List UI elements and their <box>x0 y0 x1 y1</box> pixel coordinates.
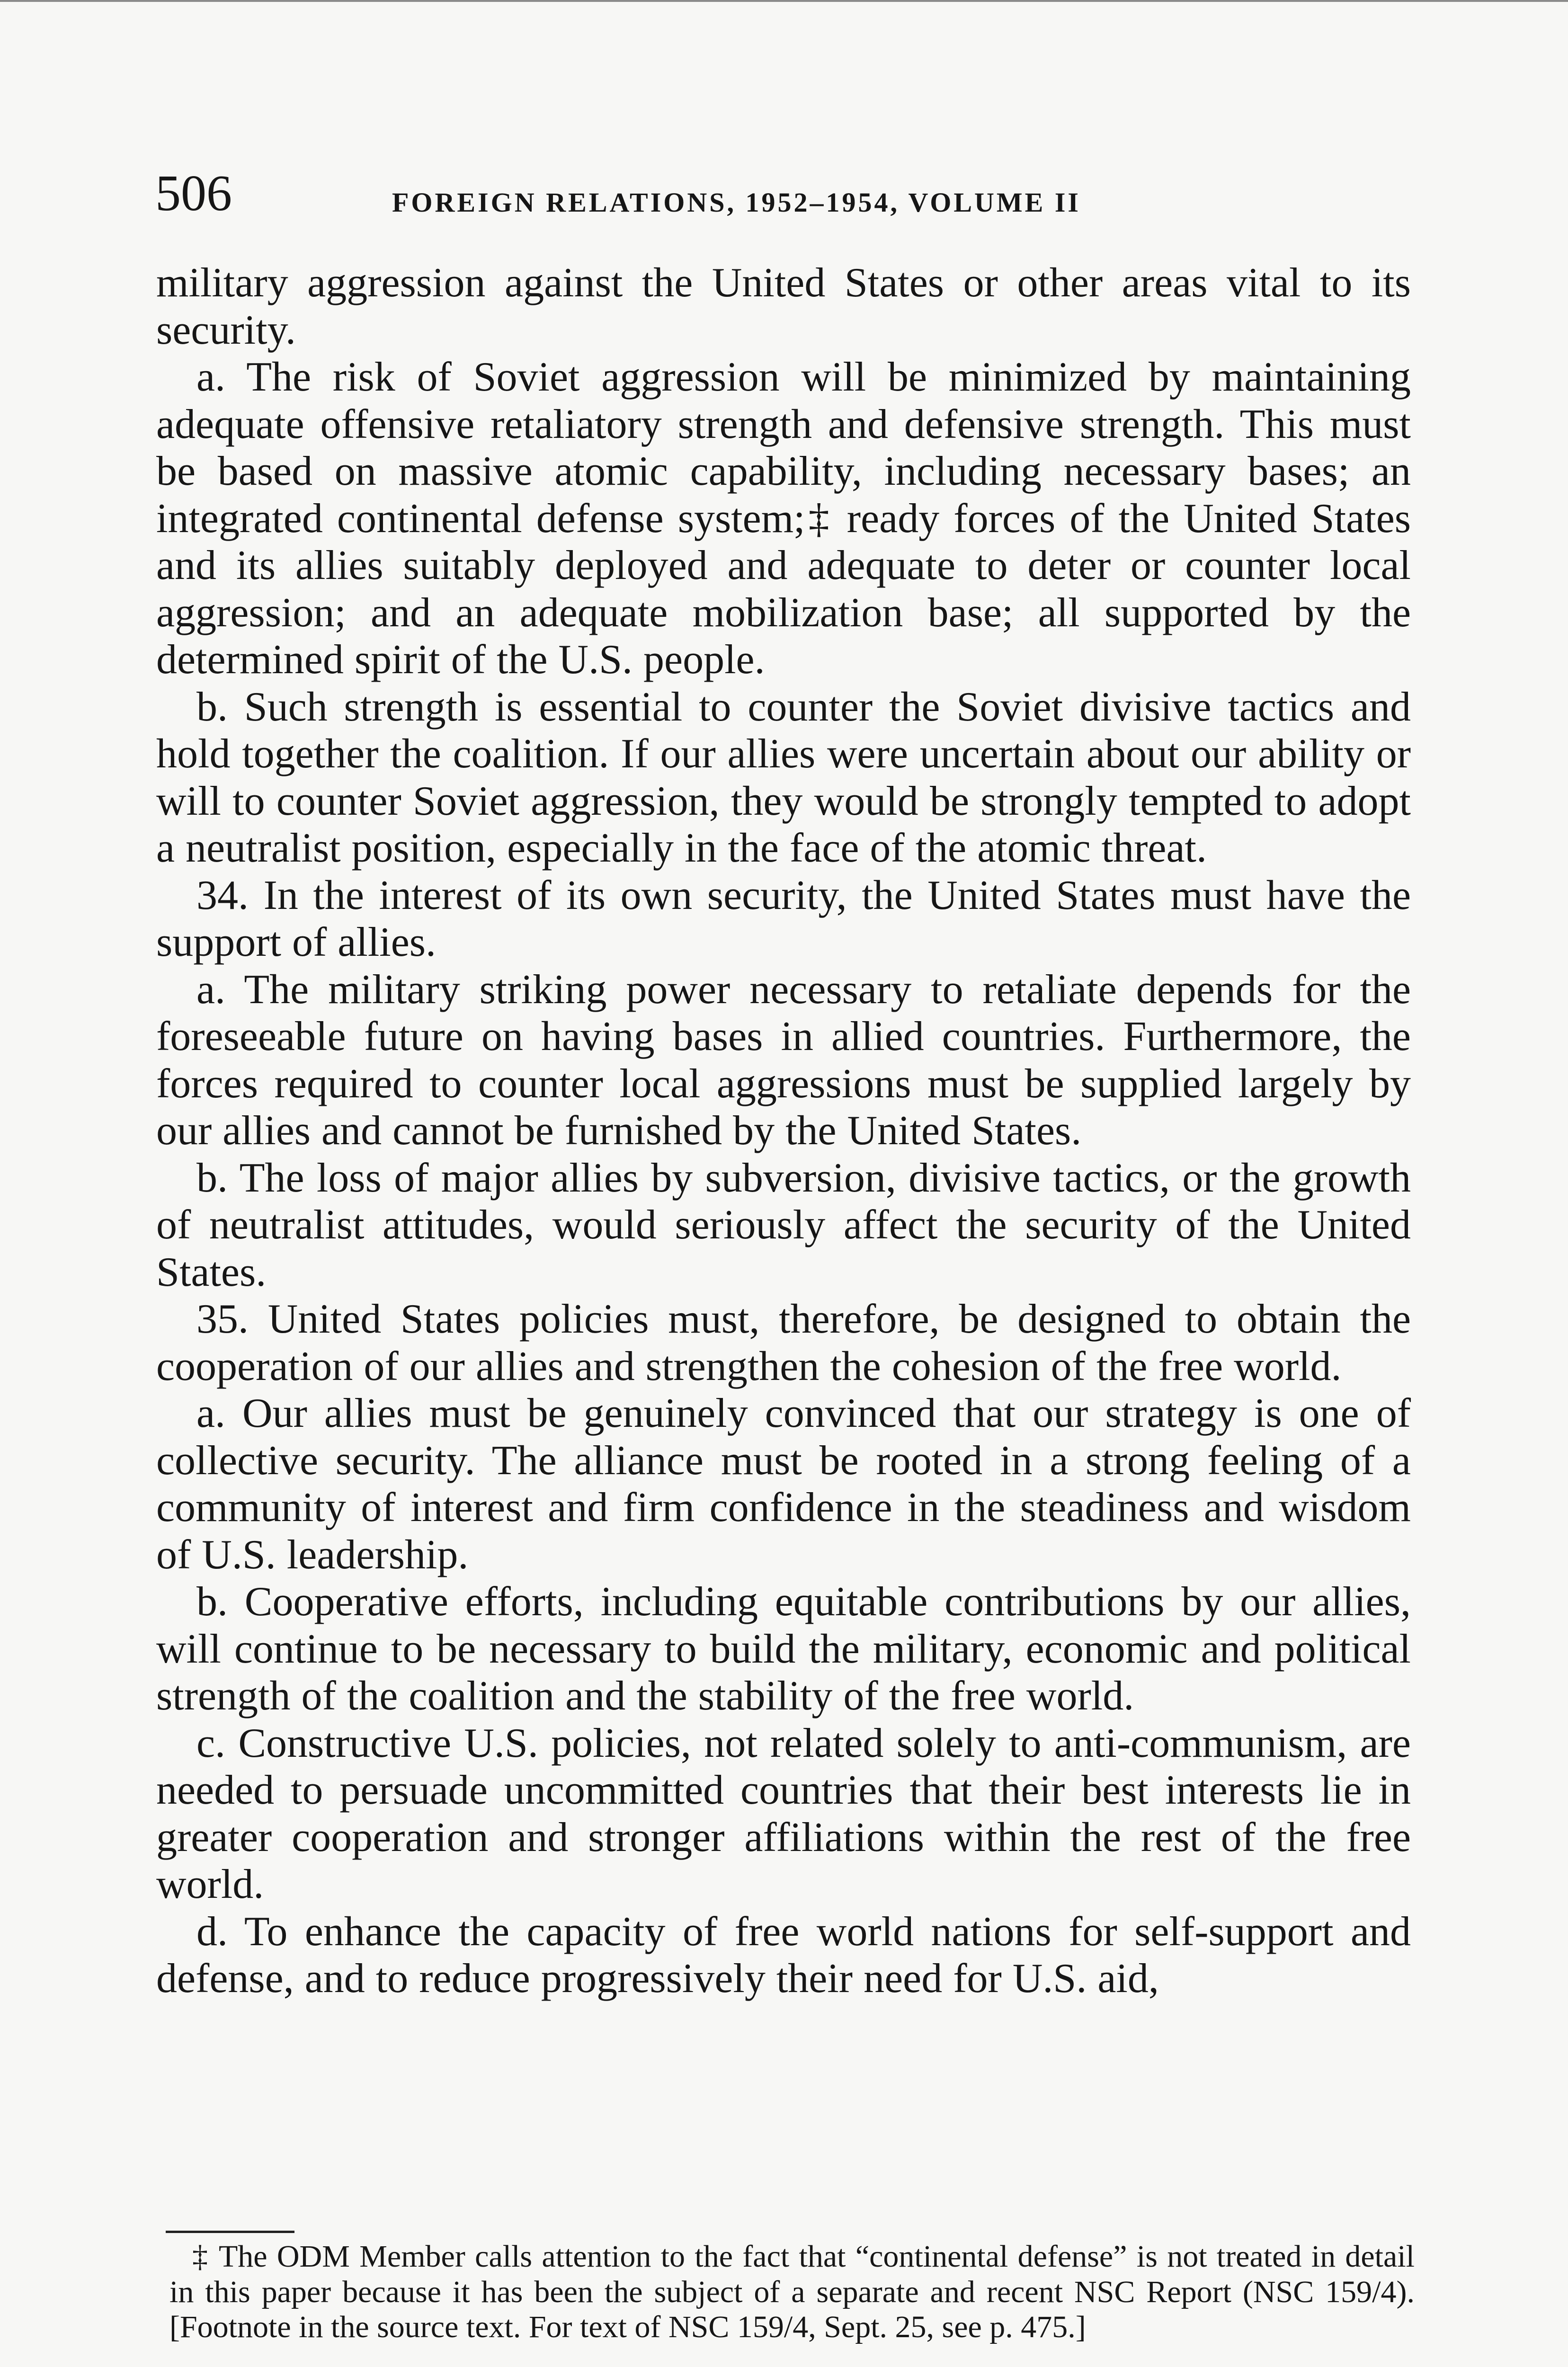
footnote-text: ‡ The ODM Member calls attention to the fact that “continental defense” is not treated in detail in this paper because it has been the subject of a separate and recent NSC Report (NSC 159/4). [Footnote in the source text. For text of NSC 159/4, Sept. 25, see p. 475.] <box>169 2239 1415 2344</box>
footnote <box>169 2239 1415 2345</box>
running-title: FOREIGN RELATIONS, 1952–1954, VOLUME II <box>392 187 1081 218</box>
page-top-edge <box>0 0 1568 2</box>
paragraph-35a: a. Our allies must be genuinely convinced that our strategy is one of collective security. The alliance must be rooted in a strong feeling of a community of interest and firm confidence in the steadiness and wisdom of U.S. leadership. <box>156 1390 1411 1578</box>
paragraph-continuation: military aggression against the United States or other areas vital to its security. <box>156 260 1411 353</box>
paragraph-33a: a. The risk of Soviet aggression will be minimized by maintaining adequate offensive retaliatory strength and defensive strength. This must be based on massive atomic capability, including necessary bases; an integrated continental defense system;‡ ready forces of the United States and its allies suitably deployed and adequate to deter or counter local aggression; and an adequate mobilization base; all supported by the determined spirit of the U.S. people. <box>156 354 1411 683</box>
paragraph-35c: c. Constructive U.S. policies, not related solely to anti-communism, are needed to persuade uncommitted countries that their best interests lie in greater cooperation and stronger affiliations within the rest of the free world. <box>156 1720 1411 1907</box>
page-header <box>155 165 1410 230</box>
footnote-divider <box>166 2231 294 2233</box>
paragraph-34a: a. The military striking power necessary to retaliate depends for the foreseeable future on having bases in allied countries. Furthermore, the forces required to counter local aggressions must be supplied largely by our allies and cannot be furnished by the United States. <box>156 966 1411 1154</box>
paragraph-34b: b. The loss of major allies by subversion, divisive tactics, or the growth of neutralist attitudes, would seriously affect the security of the United States. <box>156 1155 1411 1295</box>
page-number: 506 <box>155 165 232 222</box>
paragraph-34: 34. In the interest of its own security, the United States must have the support of allies. <box>156 872 1411 965</box>
body-text <box>156 259 1411 2002</box>
paragraph-35d: d. To enhance the capacity of free world nations for self-support and defense, and to reduce progressively their need for U.S. aid, <box>156 1908 1411 2002</box>
paragraph-35b: b. Cooperative efforts, including equitable contributions by our allies, will continue to be necessary to build the military, economic and political strength of the coalition and the stability of the free world. <box>156 1579 1411 1719</box>
paragraph-33b: b. Such strength is essential to counter the Soviet divisive tactics and hold together the coalition. If our allies were uncertain about our ability or will to counter Soviet aggression, they would be strongly tempted to adopt a neutralist position, especially in the face of the atomic threat. <box>156 684 1411 871</box>
paragraph-35: 35. United States policies must, therefore, be designed to obtain the cooperation of our allies and strengthen the cohesion of the free world. <box>156 1296 1411 1389</box>
